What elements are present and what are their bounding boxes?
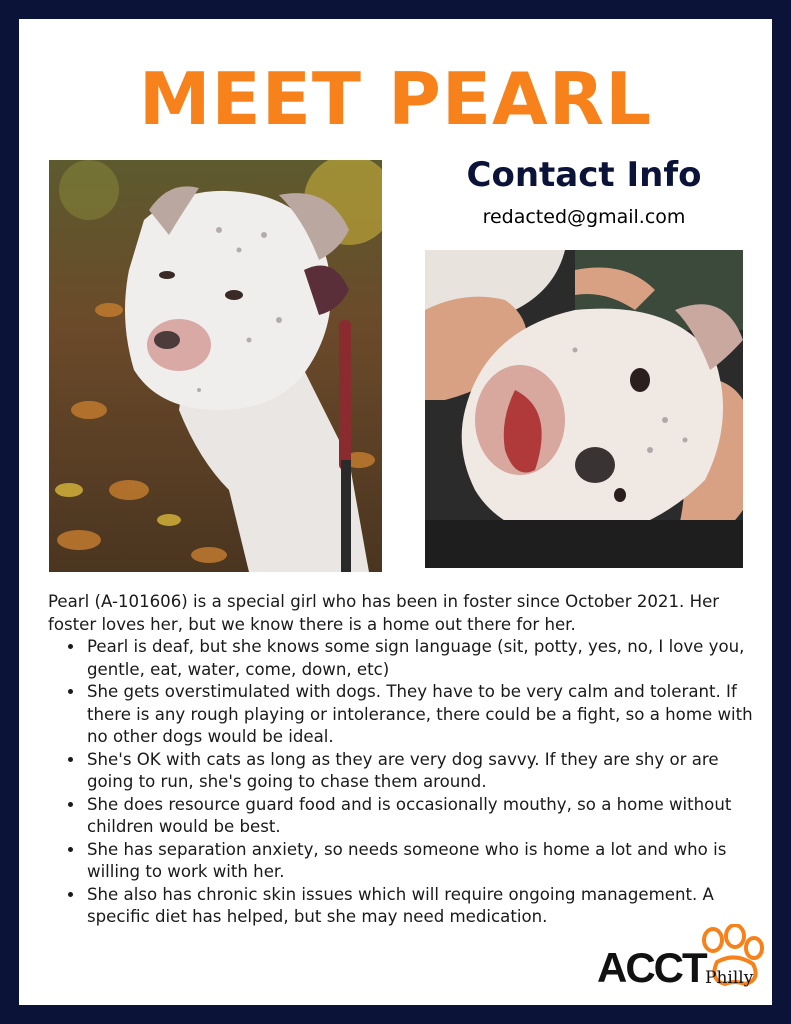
flyer-title: MEET PEARL: [138, 57, 653, 141]
list-item: • She has separation anxiety, so needs someone who is home a lot and who is willing to work with her.: [85, 839, 758, 884]
dog-photo-standing: [49, 160, 382, 572]
contact-email: redacted@gmail.com: [482, 206, 686, 228]
flyer-page: [19, 19, 772, 1005]
trait-list: [48, 636, 758, 929]
list-item: • She also has chronic skin issues which will require ongoing management. A specific diet has helped, but she may need medication.: [85, 884, 758, 929]
list-item: • Pearl is deaf, but she knows some sign language (sit, potty, yes, no, I love you, gentle, eat, water, come, down, etc): [85, 636, 758, 681]
acct-philly-logo: [595, 924, 765, 999]
list-item: • She's OK with cats as long as they are very dog savvy. If they are shy or are going to run, she's going to chase them around.: [85, 749, 758, 794]
logo-wordmark: ACCT: [597, 944, 706, 991]
list-item: • She does resource guard food and is occasionally mouthy, so a home without children would be best.: [85, 794, 758, 839]
description: [48, 591, 758, 929]
contact-heading: Contact Info: [466, 155, 702, 195]
dog-photo-belly-up: [425, 250, 743, 568]
logo-subtitle: Philly: [705, 968, 754, 988]
list-item: • She gets overstimulated with dogs. They have to be very calm and tolerant. If there is any rough playing or intolerance, there could be a fight, so a home with no other dogs would be ideal.: [85, 681, 758, 749]
intro-paragraph: Pearl (A-101606) is a special girl who has been in foster since October 2021. Her foster loves her, but we know there is a home out there for her.: [48, 592, 720, 634]
